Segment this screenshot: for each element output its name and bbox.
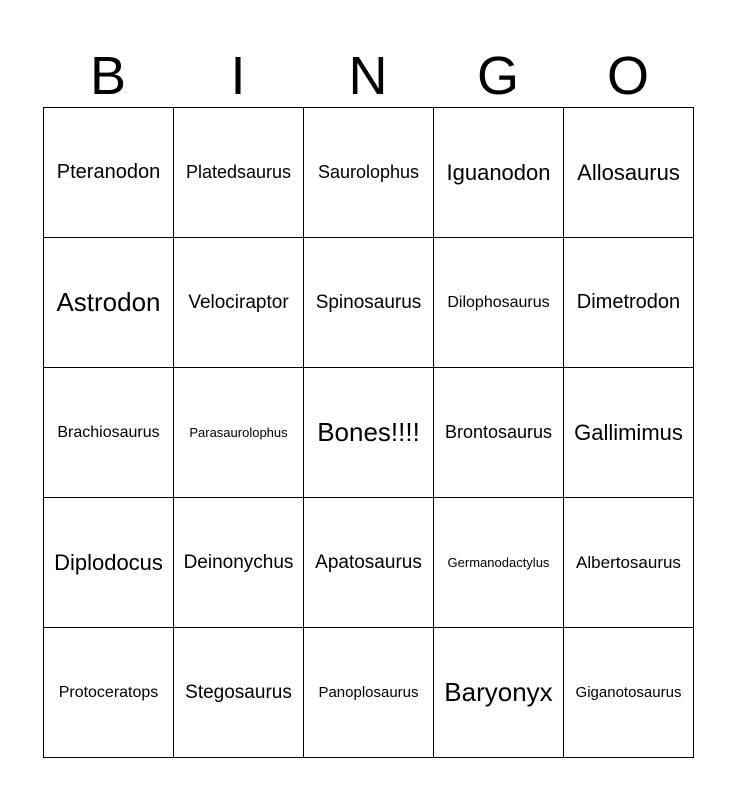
bingo-cell: Dilophosaurus [434, 238, 564, 368]
header-letter-i: I [230, 46, 246, 106]
bingo-cell: Spinosaurus [304, 238, 434, 368]
bingo-cell: Pteranodon [44, 108, 174, 238]
bingo-cell: Saurolophus [304, 108, 434, 238]
free-space-cell: Bones!!!! [304, 368, 434, 498]
bingo-cell: Parasaurolophus [174, 368, 304, 498]
bingo-cell: Dimetrodon [564, 238, 694, 368]
bingo-board [43, 107, 694, 758]
bingo-cell: Stegosaurus [174, 628, 304, 758]
header-letter-g: G [476, 46, 519, 106]
bingo-cell: Giganotosaurus [564, 628, 694, 758]
bingo-cell: Velociraptor [174, 238, 304, 368]
bingo-cell: Baryonyx [434, 628, 564, 758]
bingo-cell: Allosaurus [564, 108, 694, 238]
bingo-cell: Brontosaurus [434, 368, 564, 498]
bingo-cell: Panoplosaurus [304, 628, 434, 758]
bingo-cell: Brachiosaurus [44, 368, 174, 498]
bingo-cell: Deinonychus [174, 498, 304, 628]
bingo-cell: Apatosaurus [304, 498, 434, 628]
bingo-cell: Platedsaurus [174, 108, 304, 238]
header-letter-o: O [606, 46, 649, 106]
bingo-cell: Germanodactylus [434, 498, 564, 628]
header-letter-n: N [348, 46, 388, 106]
bingo-cell: Gallimimus [564, 368, 694, 498]
bingo-cell: Astrodon [44, 238, 174, 368]
bingo-cell: Protoceratops [44, 628, 174, 758]
bingo-cell: Albertosaurus [564, 498, 694, 628]
bingo-cell: Diplodocus [44, 498, 174, 628]
header-letter-b: B [89, 46, 127, 106]
bingo-header [43, 45, 693, 107]
bingo-cell: Iguanodon [434, 108, 564, 238]
